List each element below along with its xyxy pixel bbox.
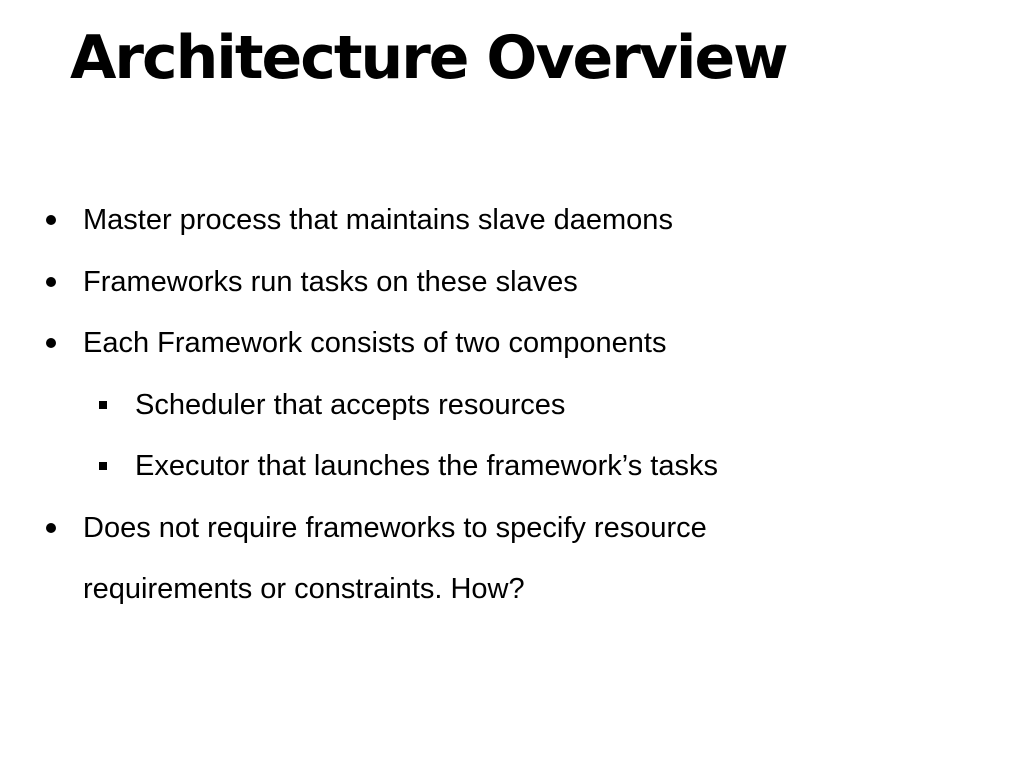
disc-bullet-icon: [46, 523, 56, 533]
bullet-text: Does not require frameworks to specify resource requirements or constraints. How?: [83, 511, 707, 605]
bullet-item: [0, 252, 1024, 314]
bullet-item: [0, 313, 1024, 375]
sub-bullet-item: [0, 375, 1024, 437]
sub-bullet-text: Executor that launches the framework’s tasks: [135, 450, 718, 482]
square-bullet-icon: [99, 401, 107, 409]
disc-bullet-icon: [46, 338, 56, 348]
square-bullet-icon: [99, 462, 107, 470]
sub-bullet-text: Scheduler that accepts resources: [135, 388, 566, 421]
bullet-item: [0, 190, 1024, 252]
bullet-list: [0, 190, 1024, 621]
slide-title: Architecture Overview: [70, 23, 787, 93]
sub-bullet-item: [0, 436, 1024, 498]
bullet-text: Each Framework consists of two components: [83, 327, 667, 359]
disc-bullet-icon: [46, 215, 56, 225]
bullet-item: [0, 498, 1024, 621]
bullet-text: Master process that maintains slave daemons: [83, 204, 673, 236]
bullet-text: Frameworks run tasks on these slaves: [83, 265, 578, 298]
disc-bullet-icon: [46, 277, 56, 287]
